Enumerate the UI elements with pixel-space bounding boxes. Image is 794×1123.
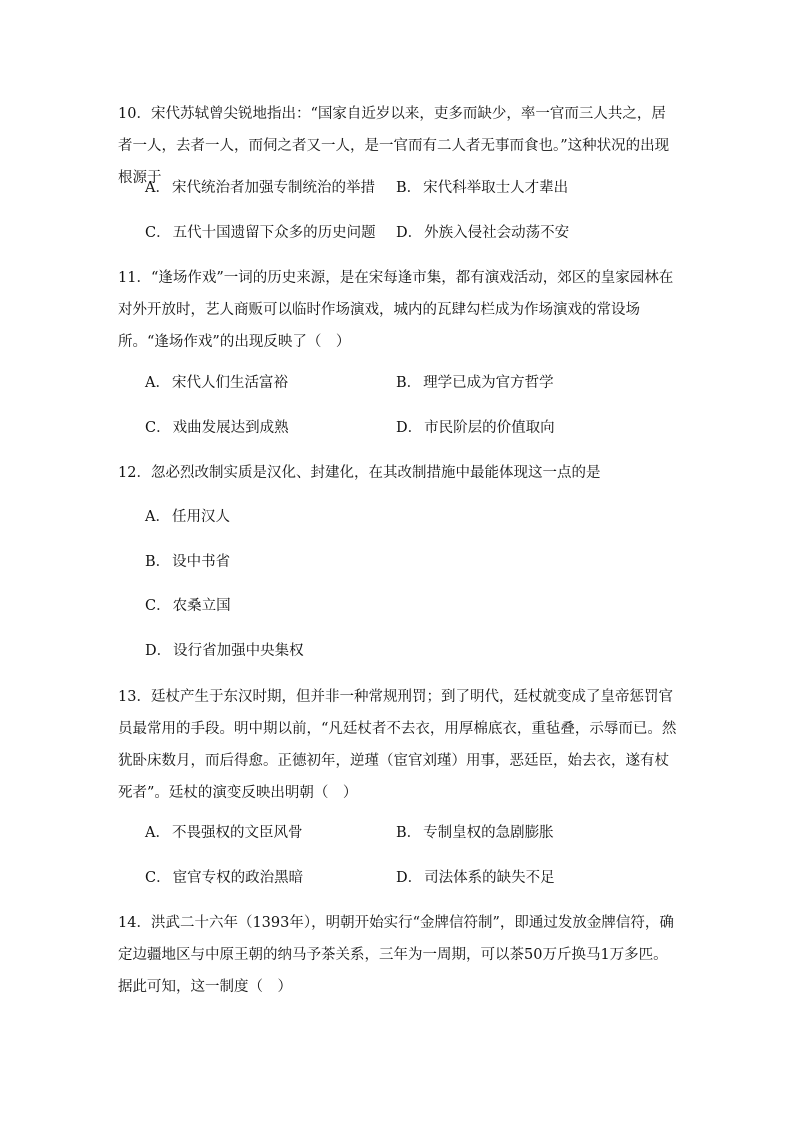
- option-letter: A．: [145, 180, 170, 196]
- option-letter: B．: [396, 180, 422, 196]
- question-stem: 14．洪武二十六年（1393年），明朝开始实行“金牌信符制”，即通过发放金牌信符，确定边疆地区与中原王朝的纳马予茶关系，三年为一周期，可以茶50万斤换马1万多匹。据此可知，这一制度（ ）: [118, 915, 674, 995]
- option-text: 任用汉人: [171, 509, 230, 525]
- option-c[interactable]: [145, 223, 376, 243]
- option-a[interactable]: [145, 373, 288, 393]
- option-text: 农桑立国: [172, 598, 231, 614]
- option-letter: A．: [145, 825, 170, 841]
- option-letter: A．: [145, 509, 170, 525]
- option-text: 不畏强权的文臣风骨: [171, 825, 303, 841]
- option-text: 宋代统治者加强专制统治的举措: [171, 180, 375, 196]
- option-text: 设行省加强中央集权: [173, 643, 304, 659]
- option-text: 专制皇权的急剧膨胀: [423, 825, 554, 841]
- option-letter: A．: [145, 375, 170, 391]
- question-13: [118, 681, 678, 809]
- option-letter: C．: [145, 420, 171, 436]
- option-letter: C．: [145, 225, 171, 241]
- question-12: [118, 457, 678, 489]
- option-text: 宦官专权的政治黑暗: [172, 870, 304, 886]
- question-stem: 10．宋代苏轼曾尖锐地指出：“国家自近岁以来，吏多而缺少，率一官而三人共之，居者一人，去者一人，而伺之者又一人，是一官而有二人者无事而食也。”这种状况的出现根源于: [118, 106, 670, 186]
- option-c[interactable]: [145, 418, 289, 438]
- option-text: 五代十国遗留下众多的历史问题: [172, 225, 376, 241]
- option-text: 市民阶层的价值取向: [424, 420, 555, 436]
- question-11: [118, 262, 678, 358]
- option-a[interactable]: [145, 178, 375, 198]
- option-d[interactable]: [396, 223, 569, 243]
- option-text: 理学已成为官方哲学: [423, 375, 554, 391]
- option-c[interactable]: [145, 596, 231, 616]
- option-letter: D．: [145, 643, 172, 659]
- option-letter: D．: [396, 225, 423, 241]
- option-c[interactable]: [145, 868, 303, 888]
- option-a[interactable]: [145, 823, 302, 843]
- question-14: [118, 907, 678, 1003]
- option-text: 宋代人们生活富裕: [171, 375, 288, 391]
- option-letter: D．: [396, 870, 423, 886]
- option-text: 外族入侵社会动荡不安: [424, 225, 570, 241]
- question-stem: 13．廷杖产生于东汉时期，但并非一种常规刑罚；到了明代，廷杖就变成了皇帝惩罚官员最常用的手段。明中期以前，“凡廷杖者不去衣，用厚棉底衣，重毡叠，示辱而已。然犹卧床数月，而后得愈。正德初年，逆瑾（宦官刘瑾）用事，恶廷臣，始去衣，遂有杖死者”。廷杖的演变反映出明朝（ ）: [118, 689, 677, 801]
- option-text: 司法体系的缺失不足: [424, 870, 555, 886]
- option-b[interactable]: [396, 178, 568, 198]
- option-letter: C．: [145, 870, 171, 886]
- option-letter: B．: [145, 554, 171, 570]
- option-a[interactable]: [145, 507, 230, 527]
- option-text: 设中书省: [172, 554, 231, 570]
- option-b[interactable]: [396, 823, 554, 843]
- option-letter: C．: [145, 598, 171, 614]
- option-letter: D．: [396, 420, 423, 436]
- option-d[interactable]: [396, 418, 555, 438]
- question-stem: 11．“逢场作戏”一词的历史来源，是在宋每逢市集，都有演戏活动，郊区的皇家园林在对外开放时，艺人商贩可以临时作场演戏，城内的瓦肆勾栏成为作场演戏的常设场所。“逢场作戏”的出现反映了（ ）: [118, 270, 674, 350]
- option-b[interactable]: [145, 552, 230, 572]
- option-b[interactable]: [396, 373, 554, 393]
- question-stem: 12．忽必烈改制实质是汉化、封建化，在其改制措施中最能体现这一点的是: [118, 465, 601, 481]
- option-d[interactable]: [145, 641, 304, 661]
- option-letter: B．: [396, 375, 422, 391]
- option-text: 宋代科举取士人才辈出: [423, 180, 569, 196]
- option-letter: B．: [396, 825, 422, 841]
- option-d[interactable]: [396, 868, 555, 888]
- option-text: 戏曲发展达到成熟: [172, 420, 289, 436]
